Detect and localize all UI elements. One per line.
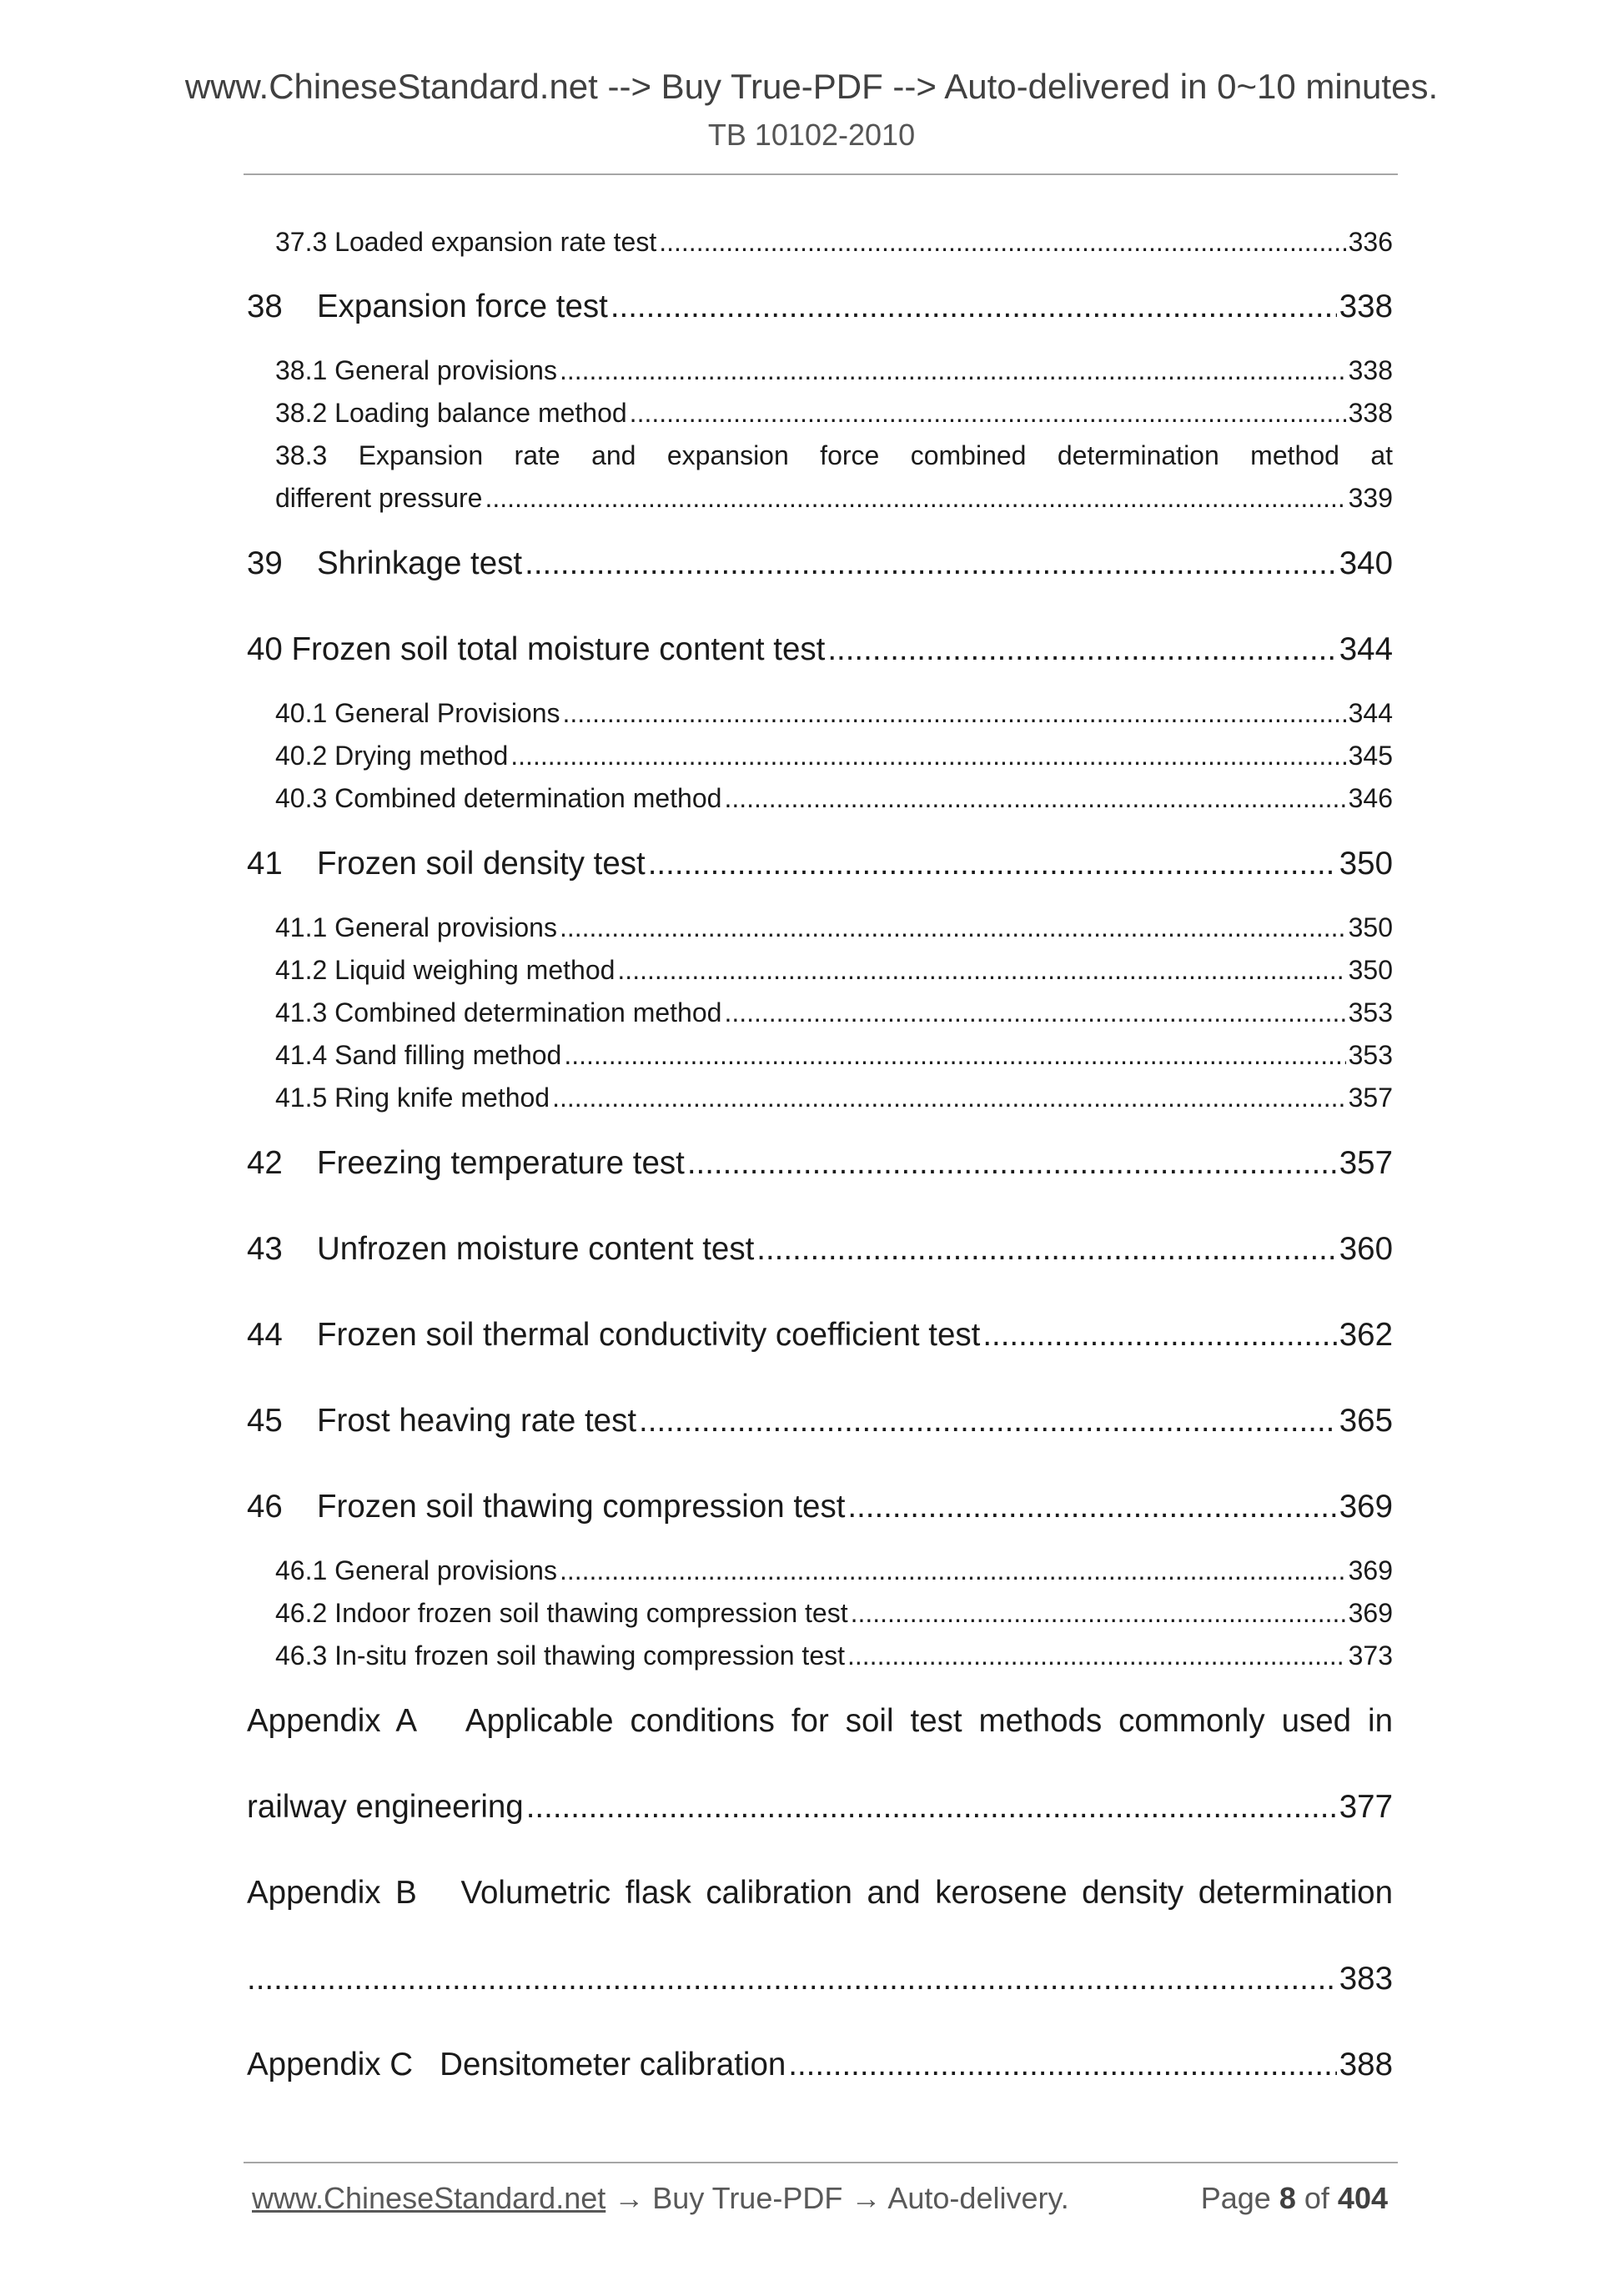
dot-leader — [659, 227, 1345, 258]
toc-entry-number: 41.4 — [275, 1040, 328, 1070]
header-banner: www.ChineseStandard.net --> Buy True-PDF --> Auto-delivered in 0~10 minutes. — [184, 67, 1439, 106]
toc-entry-40-2[interactable] — [275, 741, 1393, 771]
document-code: TB 10102-2010 — [707, 118, 916, 152]
dot-leader — [560, 912, 1346, 943]
toc-entry-title: Combined determination method — [334, 783, 722, 813]
toc-entry-41-3[interactable] — [275, 997, 1393, 1028]
toc-entry-37-3[interactable] — [275, 227, 1393, 258]
toc-entry-title: Drying method — [334, 741, 509, 771]
toc-entry-page: 353 — [1348, 997, 1393, 1027]
page-number: 8 — [1279, 2181, 1296, 2215]
dot-leader — [847, 1489, 1336, 1525]
toc-entry-appendix-c[interactable] — [247, 2047, 1393, 2083]
toc-entry-title: Combined determination method — [334, 997, 722, 1027]
toc-entry-38-2[interactable] — [275, 398, 1393, 429]
buy-text: Buy True-PDF — [652, 2181, 843, 2215]
arrow-right-icon: → — [851, 2181, 882, 2215]
dot-leader — [564, 1040, 1345, 1071]
toc-entry-number: 37.3 — [275, 227, 328, 257]
dot-leader — [687, 1145, 1337, 1182]
toc-entry-page: 344 — [1339, 631, 1393, 667]
toc-entry-page: 369 — [1348, 1555, 1393, 1585]
toc-entry-page: 350 — [1348, 955, 1393, 985]
toc-entry-number: 42 — [247, 1145, 283, 1181]
toc-entry-page: 365 — [1339, 1403, 1393, 1439]
toc-entry-number: 41 — [247, 846, 283, 882]
dot-leader — [724, 997, 1345, 1028]
dot-leader — [630, 398, 1346, 429]
toc-entry-38-1[interactable] — [275, 355, 1393, 386]
toc-entry-page: 369 — [1339, 1489, 1393, 1525]
dot-leader — [247, 1961, 1337, 1997]
toc-entry-number: 46.1 — [275, 1555, 328, 1585]
toc-entry-title: Expansion rate and expansion force combined determination method at — [358, 440, 1393, 470]
toc-entry-title: Shrinkage test — [317, 545, 523, 581]
toc-entry-40-3[interactable] — [275, 783, 1393, 814]
toc-entry-number: 43 — [247, 1231, 283, 1267]
appendix-label: Appendix B — [247, 1875, 417, 1911]
dot-leader — [724, 783, 1345, 814]
toc-entry-title: railway engineering — [247, 1789, 524, 1825]
dot-leader — [510, 741, 1345, 771]
toc-entry-number: 46 — [247, 1489, 283, 1525]
toc-entry-title: Applicable conditions for soil test methods commonly used in — [465, 1703, 1394, 1739]
toc-entry-title: 40 Frozen soil total moisture content test — [247, 631, 826, 667]
dot-leader — [756, 1231, 1336, 1268]
toc-entry-title: Densitometer calibration — [440, 2047, 786, 2082]
toc-entry-title: Frozen soil thermal conductivity coefficient test — [317, 1317, 981, 1353]
toc-entry-appendix-b[interactable] — [247, 1875, 1393, 1912]
toc-entry-number: 38.1 — [275, 355, 328, 385]
toc-entry-number: 41.3 — [275, 997, 328, 1027]
toc-entry-number: 41.5 — [275, 1083, 328, 1113]
dot-leader — [827, 631, 1336, 668]
toc-entry-number: 44 — [247, 1317, 283, 1353]
toc-entry-page: 338 — [1339, 289, 1393, 324]
toc-entry-page: 377 — [1339, 1789, 1393, 1825]
toc-entry-number: 41.2 — [275, 955, 328, 985]
toc-entry-title: Indoor frozen soil thawing compression test — [334, 1598, 848, 1628]
toc-entry-number: 38.2 — [275, 398, 328, 428]
page-word: Page — [1200, 2181, 1271, 2215]
appendix-label: Appendix C — [247, 2047, 414, 2082]
toc-entry-number: 45 — [247, 1403, 283, 1439]
toc-entry-title: Frozen soil thawing compression test — [317, 1489, 846, 1525]
toc-entry-number: 38 — [247, 289, 283, 324]
dot-leader — [525, 545, 1337, 582]
dot-leader — [560, 1555, 1346, 1586]
arrow-right-icon: → — [614, 2181, 645, 2215]
toc-entry-page: 369 — [1348, 1598, 1393, 1628]
toc-entry-title: Unfrozen moisture content test — [317, 1231, 755, 1267]
of-word: of — [1304, 2181, 1329, 2215]
dot-leader — [982, 1317, 1336, 1354]
toc-entry-41-1[interactable] — [275, 912, 1393, 943]
toc-entry-40[interactable] — [247, 631, 1393, 668]
toc-entry-page: 345 — [1348, 741, 1393, 771]
toc-entry-page: 350 — [1348, 912, 1393, 942]
toc-entry-number: 41.1 — [275, 912, 328, 942]
footer-links — [252, 2178, 1069, 2218]
toc-entry-number: 39 — [247, 545, 283, 581]
appendix-label: Appendix A — [247, 1703, 418, 1739]
toc-entry-title: Volumetric flask calibration and kerosene density determination — [460, 1875, 1393, 1911]
toc-entry-title: General provisions — [334, 355, 557, 385]
dot-leader — [648, 846, 1337, 882]
toc-entry-45[interactable] — [247, 1403, 1393, 1439]
toc-entry-title: General provisions — [334, 1555, 557, 1585]
dot-leader — [560, 355, 1346, 386]
footer-divider — [244, 2162, 1398, 2163]
dot-leader — [851, 1598, 1346, 1629]
toc-entry-page: 383 — [1339, 1961, 1393, 1997]
toc-entry-46-3[interactable] — [275, 1640, 1393, 1671]
toc-entry-41-4[interactable] — [275, 1040, 1393, 1071]
toc-entry-page: 350 — [1339, 846, 1393, 882]
toc-entry-title: In-situ frozen soil thawing compression test — [334, 1640, 845, 1671]
toc-entry-page: 344 — [1348, 698, 1393, 728]
dot-leader — [847, 1640, 1346, 1671]
toc-entry-41-5[interactable] — [275, 1083, 1393, 1113]
page-indicator — [1201, 2178, 1388, 2218]
toc-entry-42[interactable] — [247, 1145, 1393, 1182]
toc-entry-page: 353 — [1348, 1040, 1393, 1070]
page-total: 404 — [1337, 2181, 1388, 2215]
toc-entry-title: Loading balance method — [334, 398, 627, 428]
site-link[interactable]: www.ChineseStandard.net — [252, 2181, 606, 2215]
toc-entry-39[interactable] — [247, 545, 1393, 582]
dot-leader — [617, 955, 1345, 986]
toc-entry-number: 40.2 — [275, 741, 328, 771]
toc-entry-page: 338 — [1348, 398, 1393, 428]
toc-entry-title: Liquid weighing method — [334, 955, 616, 985]
toc-entry-number: 40.1 — [275, 698, 328, 728]
toc-entry-appendix-a[interactable] — [247, 1703, 1393, 1740]
toc-entry-page: 362 — [1339, 1317, 1393, 1353]
delivery-text: Auto-delivery. — [887, 2181, 1069, 2215]
dot-leader — [552, 1083, 1346, 1113]
dot-leader — [485, 483, 1345, 514]
toc-entry-page: 373 — [1348, 1640, 1393, 1671]
toc-entry-46-1[interactable] — [275, 1555, 1393, 1586]
toc-entry-page: 357 — [1348, 1083, 1393, 1113]
toc-entry-title: General provisions — [334, 912, 557, 942]
toc-entry-46[interactable] — [247, 1489, 1393, 1525]
toc-entry-43[interactable] — [247, 1231, 1393, 1268]
dot-leader — [611, 289, 1337, 325]
toc-entry-page: 339 — [1348, 483, 1393, 513]
toc-entry-44[interactable] — [247, 1317, 1393, 1354]
toc-entry-title: Expansion force test — [317, 289, 608, 324]
toc-entry-title: different pressure — [275, 483, 483, 513]
toc-entry-page: 338 — [1348, 355, 1393, 385]
toc-entry-page: 388 — [1339, 2047, 1393, 2082]
toc-entry-number: 38.3 — [275, 440, 328, 470]
toc-entry-page: 340 — [1339, 545, 1393, 581]
toc-entry-number: 46.3 — [275, 1640, 328, 1671]
header-divider — [244, 173, 1398, 175]
toc-entry-title: Frost heaving rate test — [317, 1403, 637, 1439]
toc-entry-38-3-continued[interactable] — [275, 483, 1393, 514]
dot-leader — [639, 1403, 1337, 1439]
toc-entry-appendix-a-continued[interactable] — [247, 1789, 1393, 1826]
dot-leader — [788, 2047, 1336, 2083]
dot-leader — [526, 1789, 1337, 1826]
toc-entry-title: Frozen soil density test — [317, 846, 646, 882]
toc-entry-title: Loaded expansion rate test — [334, 227, 657, 257]
toc-entry-page: 360 — [1339, 1231, 1393, 1267]
toc-entry-page: 346 — [1348, 783, 1393, 813]
footer — [252, 2178, 1388, 2218]
toc-entry-title: Freezing temperature test — [317, 1145, 685, 1181]
toc-entry-41-2[interactable] — [275, 955, 1393, 986]
toc-entry-46-2[interactable] — [275, 1598, 1393, 1629]
toc-entry-41[interactable] — [247, 846, 1393, 882]
dot-leader — [563, 698, 1346, 729]
toc-entry-number: 40.3 — [275, 783, 328, 813]
toc-entry-appendix-b-continued[interactable] — [247, 1961, 1393, 1997]
toc-entry-title: General Provisions — [334, 698, 560, 728]
toc-entry-38[interactable] — [247, 289, 1393, 325]
toc-entry-title: Sand filling method — [334, 1040, 562, 1070]
toc-entry-38-3[interactable] — [275, 440, 1393, 471]
toc-entry-page: 357 — [1339, 1145, 1393, 1181]
toc-entry-number: 46.2 — [275, 1598, 328, 1628]
toc-entry-40-1[interactable] — [275, 698, 1393, 729]
toc-entry-title: Ring knife method — [334, 1083, 550, 1113]
toc-entry-page: 336 — [1348, 227, 1393, 257]
